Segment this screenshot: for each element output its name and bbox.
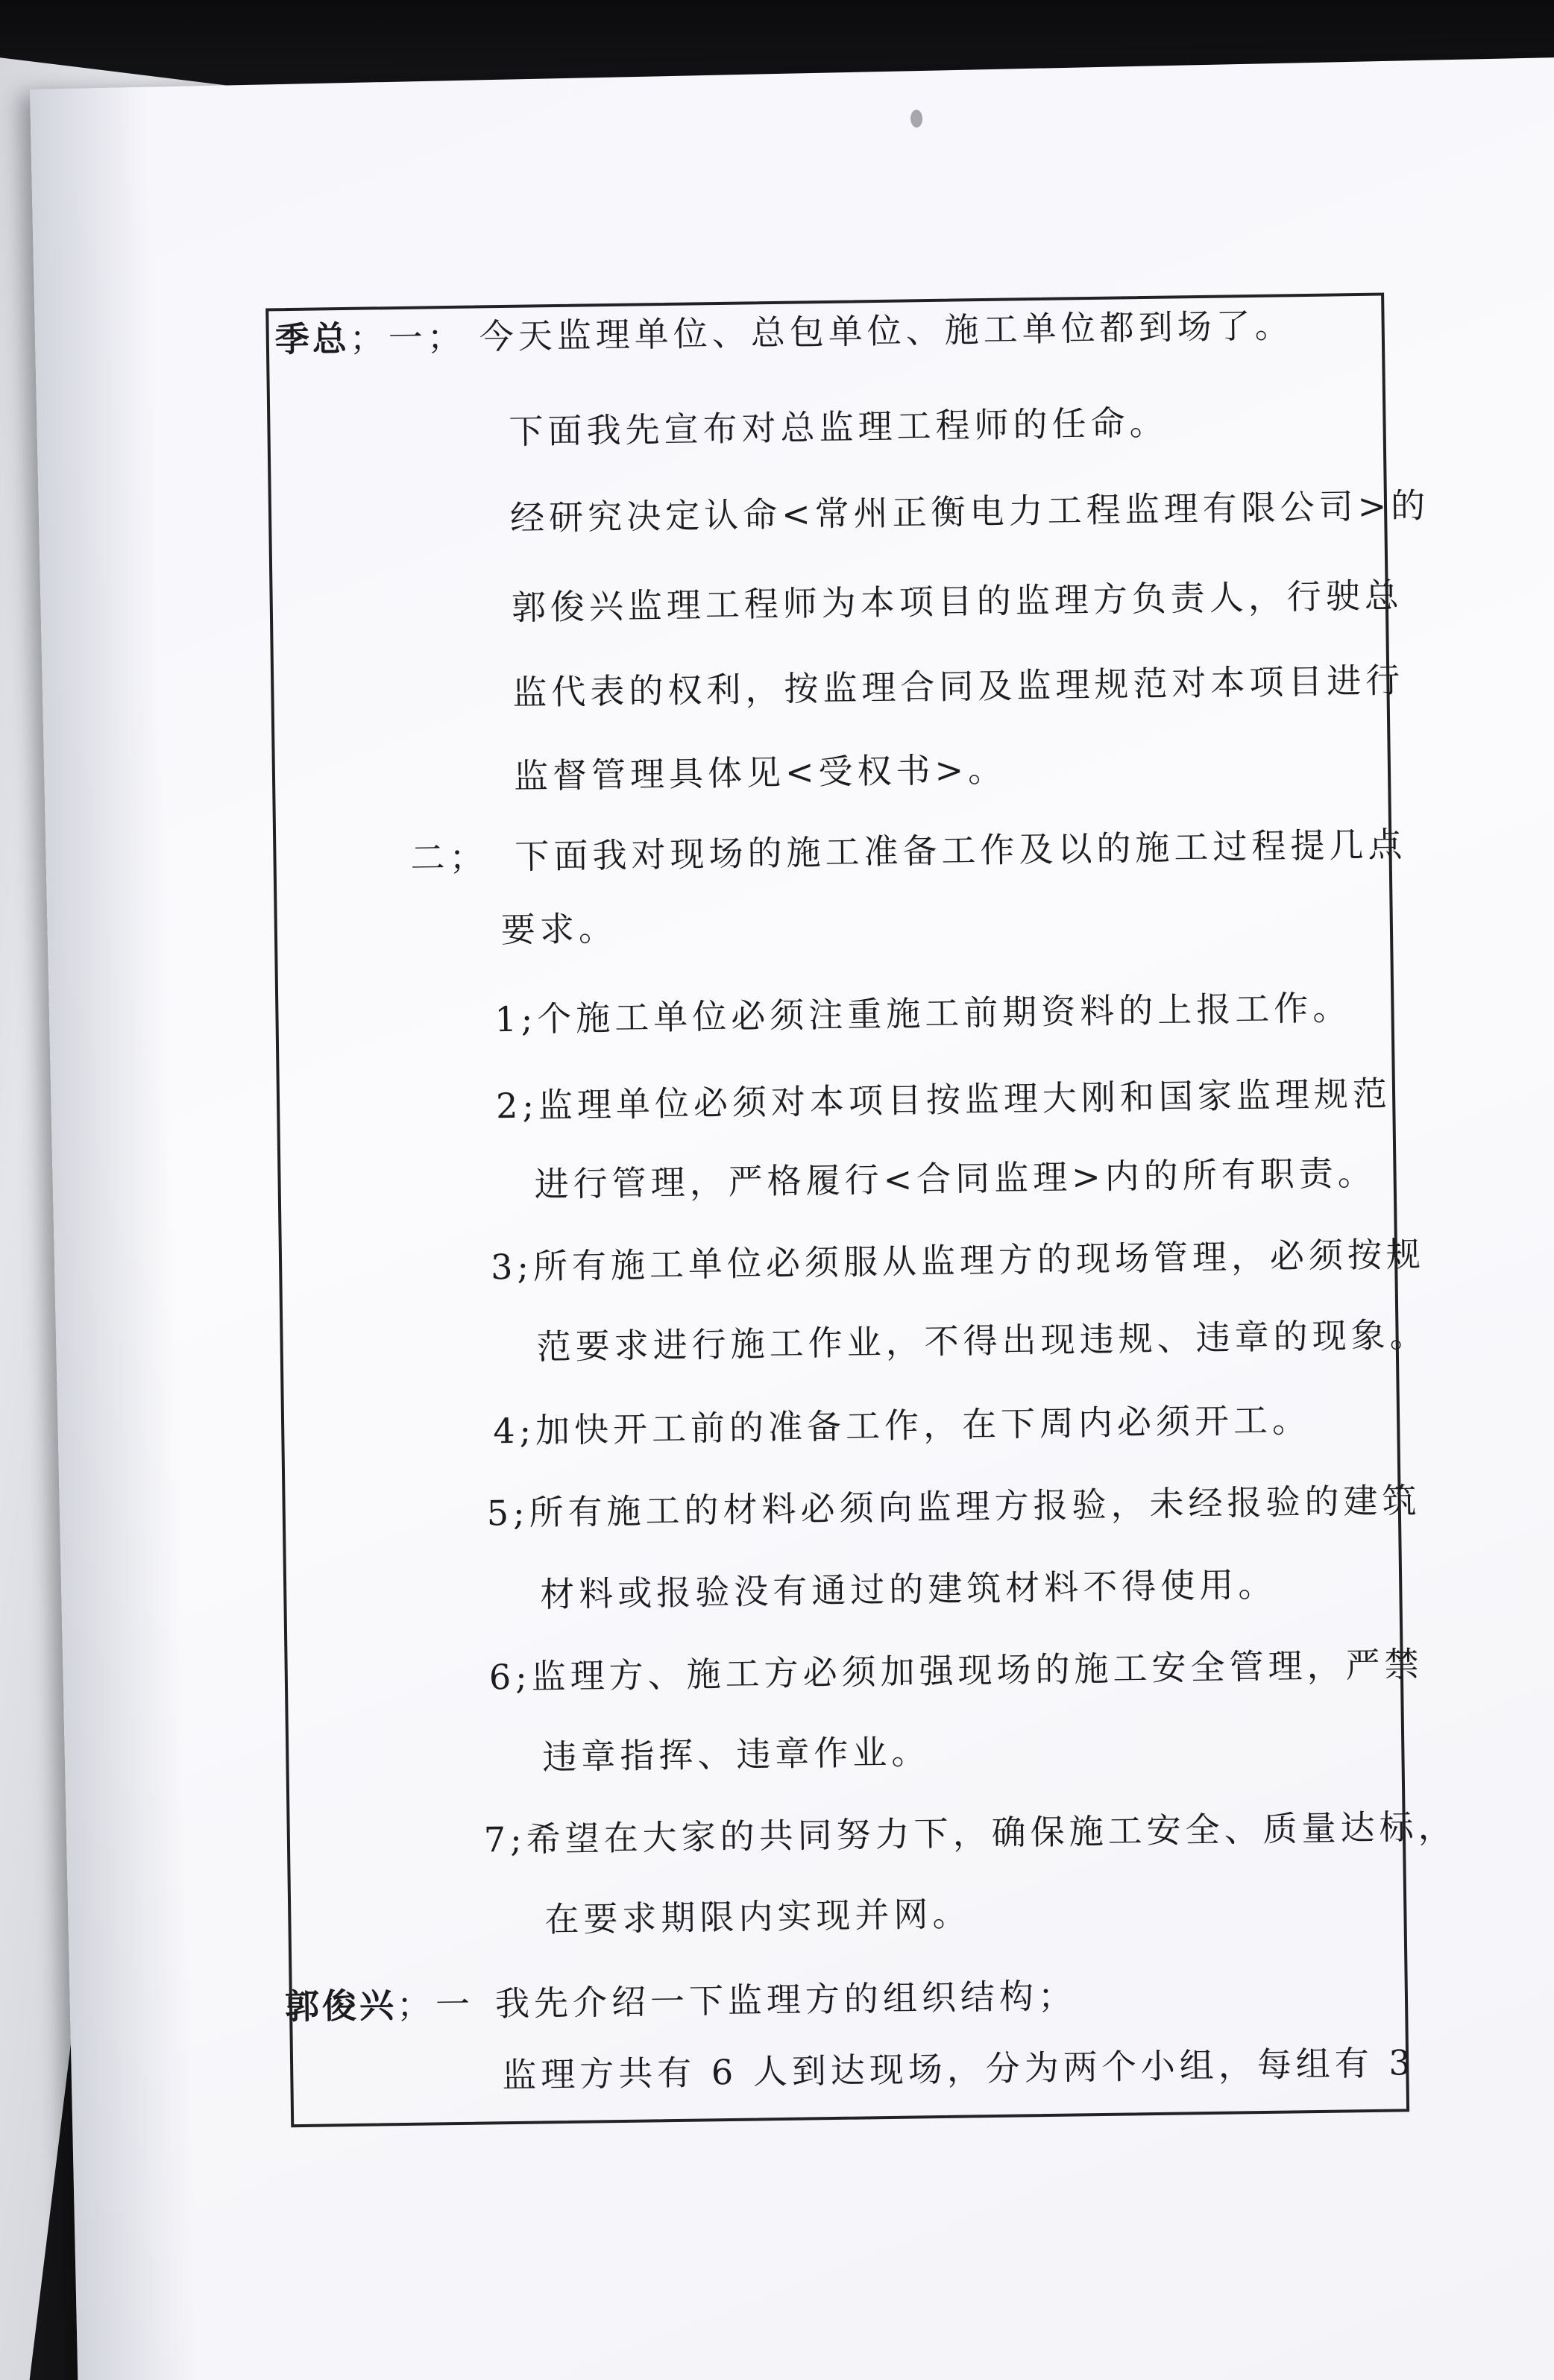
- minutes-line-12: 3;所有施工单位必须服从监理方的现场管理，必须按规: [490, 1233, 1426, 1288]
- meeting-minutes-box: [265, 292, 1457, 2127]
- ink-smudge: [910, 110, 922, 128]
- speaker-name: 郭俊兴: [284, 1985, 397, 2027]
- minutes-line-18: 违章指挥、违章作业。: [542, 1731, 931, 1778]
- item-marker: 二；: [410, 837, 488, 878]
- minutes-line-7: [410, 822, 1407, 881]
- paper-page: [30, 56, 1554, 2380]
- minutes-line-19: 7;希望在大家的共同努力下，确保施工安全、质量达标，: [483, 1806, 1457, 1860]
- line-text: 我先介绍一下监理方的组织结构；: [494, 1975, 1078, 2024]
- minutes-line-9: 1;个施工单位必须注重施工前期资料的上报工作。: [494, 987, 1352, 1040]
- speaker-name: 季总: [274, 318, 350, 360]
- item-marker: ；一；: [349, 316, 467, 359]
- minutes-line-22: 监理方共有 6 人到达现场，分为两个小组，每组有 3: [501, 2042, 1415, 2096]
- minutes-line-2: 下面我先宣布对总监理工程师的任命。: [509, 402, 1168, 452]
- minutes-line-8: 要求。: [500, 907, 618, 951]
- minutes-line-21: [285, 1973, 1078, 2029]
- minutes-line-17: 6;监理方、施工方必须加强现场的施工安全管理，严禁: [488, 1643, 1424, 1698]
- minutes-line-6: 监督管理具体见<受权书>。: [513, 749, 1007, 796]
- minutes-line-4: 郭俊兴监理工程师为本项目的监理方负责人，行驶总: [511, 575, 1404, 628]
- item-marker: ；一: [396, 1983, 475, 2026]
- minutes-line-11: 进行管理，严格履行<合同监理>内的所有职责。: [534, 1152, 1377, 1205]
- minutes-line-16: 材料或报验没有通过的建筑材料不得使用。: [539, 1564, 1277, 1615]
- minutes-line-10: 2;监理单位必须对本项目按监理大刚和国家监理规范: [495, 1073, 1392, 1127]
- minutes-line-1: [274, 303, 1294, 362]
- minutes-line-5: 监代表的权利，按监理合同及监理规范对本项目进行: [512, 660, 1405, 713]
- line-text: 下面我对现场的施工准备工作及以的施工过程提几点: [515, 824, 1407, 877]
- minutes-line-15: 5;所有施工的材料必须向监理方报验，未经报验的建筑: [486, 1479, 1421, 1534]
- minutes-line-3: 经研究决定认命<常州正衡电力工程监理有限公司>的: [509, 485, 1430, 538]
- line-text: 今天监理单位、总包单位、施工单位都到场了。: [479, 305, 1295, 357]
- minutes-line-20: 在要求期限内实现并网。: [544, 1893, 972, 1940]
- minutes-line-13: 范要求进行施工作业，不得出现违规、违章的现象。: [536, 1314, 1429, 1367]
- minutes-line-14: 4;加快开工前的准备工作，在下周内必须开工。: [492, 1400, 1312, 1452]
